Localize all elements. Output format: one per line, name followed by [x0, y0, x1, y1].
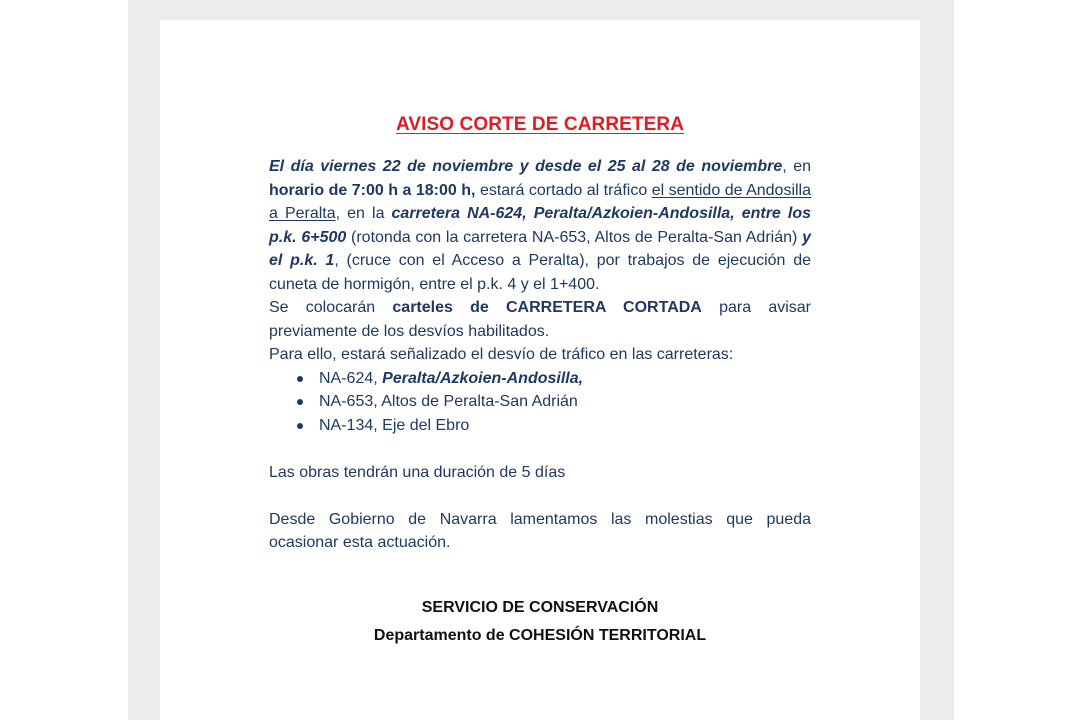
text-run: para avisar previamente de los desvíos habilitados.	[269, 299, 812, 340]
list-item	[319, 390, 811, 414]
list-item-text: NA-134, Eje del Ebro	[319, 416, 470, 434]
spacer	[269, 437, 811, 461]
list-item-text: NA-653, Altos de Peralta-San Adrián	[319, 393, 578, 410]
list-item	[319, 414, 811, 438]
paragraph-detour: Para ello, estará señalizado el desvío de tráfico en las carreteras:	[269, 346, 734, 363]
text-run: , (cruce con el Acceso a Peralta), por trabajos de ejecución de cuneta de hormigón, entre el p.k. 4 y el 1+400.	[269, 252, 811, 293]
hours-text: horario de 7:00 h a 18:00 h,	[269, 181, 476, 199]
paragraph-schedule	[269, 155, 811, 296]
text-run: Se colocarán	[269, 299, 393, 316]
text-run: estará cortado al tráfico	[475, 181, 652, 199]
direction-text: el sentido de Andosilla a Peralta	[269, 181, 812, 222]
text-run: , en la	[335, 205, 392, 222]
list-item	[319, 367, 811, 391]
signature-service: SERVICIO DE CONSERVACIÓN	[421, 599, 659, 616]
road-text: carretera NA-624, Peralta/Azkoien-Andosilla, entre los p.k. 6+500	[269, 205, 811, 246]
signs-text: carteles de CARRETERA CORTADA	[392, 299, 702, 316]
list-item-text: NA-624,	[319, 369, 383, 387]
text-run: (rotonda con la carretera NA-653, Altos de Peralta-San Adrián)	[346, 228, 803, 246]
paragraph-duration: Las obras tendrán una duración de 5 días	[269, 463, 566, 481]
pk-text: y el p.k. 1	[269, 228, 811, 269]
signature-department: Departamento de COHESIÓN TERRITORIAL	[373, 627, 707, 644]
date-text: El día viernes 22 de noviembre y desde el 25 al 28 de noviembre	[269, 158, 783, 175]
text-run: , en	[782, 158, 812, 175]
spacer	[269, 484, 811, 508]
detour-list	[269, 367, 811, 438]
notice-title: AVISO CORTE DE CARRETERA	[395, 114, 685, 135]
notice-body	[269, 155, 811, 555]
paragraph-signs	[269, 296, 811, 343]
list-item-emphasis: Peralta/Azkoien-Andosilla,	[382, 369, 584, 387]
paragraph-apology: Desde Gobierno de Navarra lamentamos las molestias que pueda ocasionar esta actuación.	[269, 510, 811, 551]
